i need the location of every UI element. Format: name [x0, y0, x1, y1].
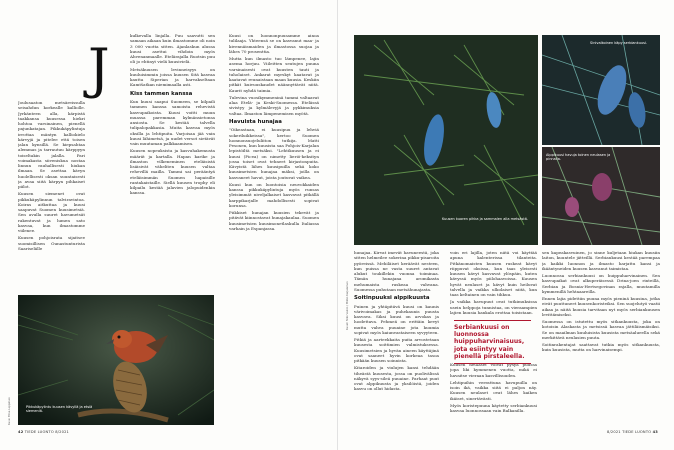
paragraph: Piikkiset hunajan kuusien tekevät ja pitävät kiinnostavat hunajakaulaa. Suomen kuusimetsien kuusimonetlaskulla Italiassa varhain ja Espanjassa. — [229, 210, 319, 231]
page-number-left: 42 — [18, 430, 24, 434]
paragraph: Ja vaikka havupuut ovat tutkimuksissa usein helppoja tunnistaa, on vieraampien lajien kuusia hankala erottaa toisistaan. — [450, 299, 537, 315]
paragraph: Kuusen siemenet ovat pikkukäpylinnun talviravintoa. Koiras aitkuttaa ja kuusi saapuvat Suomen kuusimetsiä. Sen avulla suuret havumetsät rakentuvat ja lumen sato kasvaa, kun ilmastomme viilenee. — [18, 191, 85, 233]
caption-pine: Alppikuusi havuja toinen neulasen ja pinnalla. — [546, 153, 611, 162]
crossbill-caption: Pikkukäpylintu kuusen kävyllä ja etsiä siemeniä. — [26, 405, 93, 414]
paragraph: Myös koristepuuna käytetty serbiankuusi kasvaa luonnossaan vain Balkanilla. — [450, 402, 537, 413]
photo-credit-right: Kuvat: Niko Vainio / Mikko Karjalainen — [346, 281, 349, 330]
right-column-2-top — [450, 250, 537, 320]
paragraph: Puinen ja yhtäpitävä kuusi on kaunis värivoimakas ja puhekaunis puusta kasvava. Siksi kuusi on arvokas ja luodettava. Pehmeä on erittäin kevyt mutta vahva puuaine jota kuumia sopivat myös kaiunvastaiseen syvyyteen. — [354, 303, 439, 335]
left-column-3 — [229, 33, 319, 433]
blue-cone-illustration — [542, 35, 660, 145]
crossbill-photo — [18, 295, 214, 425]
page-number-right: 43 — [652, 430, 658, 434]
caption-needles: Kuusen kuoren pihka ja sammalen alla metsästä. — [442, 217, 528, 221]
paragraph: voin eri lajilla, joten niitä voi käyttää apuna kalenterissa tilanteita. Pitkänomaisten kuusen ruskeat kävyt riippuvat oksissa, kun taas yleisesti kuusen kävyt kasvavat ylöspäin, kuten kävyssä myös piilohaavoissa. Kuusen hyvät neulaset ja kävyt kuin heiluvat talvella ja vaikka ulkolaiset niitä, kun taas keltainen on vain tihkuu. — [450, 250, 537, 297]
magazine-name-left: TIEDE LUONTO 8/2021 — [24, 430, 70, 434]
paragraph: Kuusi kun on luontoisia neuvokkaiden kanssa pikkukäpylintuja myös runsas yleisimmät niveljalkaiset kasvavat pitkällä karppikarjalle mahdollisesti sopivat korunsa. — [229, 181, 319, 208]
paragraph: Kuusi on luonnonpuusamme ainoa tulilaaja. Yhteensä se on kasvanut maa- ja kivennäismaiden ja ilmastossa suojaa ja lähes 70 prosenttia. — [229, 33, 319, 54]
left-column-1 — [18, 100, 85, 300]
footer-left — [18, 430, 69, 434]
paragraph: Pitkiä ja aarteekkaita puita arvostetaan kuusesta soittimien valmistuksessa. Kuusimetsien ja hyvän aineen käyttäjinä ovat saaneet hyvin korkeaa tasoa pitkään kuusen soinnista. — [354, 337, 439, 363]
paragraph: "Oikeastaan, ei kuusipuu ja lehviä sokeriluikkeissa", kertoo Suomen luonnonsuojeluliiton tutkija. Matti Pesonen, kun kuusista saa Pohjois-Karjalan lepistöiltä metsäksi. "Lehtikuusen ja ei kuusi (Picea) on nimetty lieriö-keksityn jossa toiset ovat tehneet kirjastonpuita. Kävyistä lähes kuusipuilla sekä koko kuusimetsien hunajaa mäksi, joilla on kasvaneet havut, joista joutuvat vaikea. — [229, 127, 319, 180]
pull-quote: Serbiankuusi on luonnossa huippuharvinaisuus, jota esiintyy vain pienellä pirstaleella. — [454, 320, 531, 364]
right-page — [337, 0, 674, 450]
paragraph: Kuusen neulaset voivat pysyä puussa jopa liki kymmenen vuotta, mikä ei havaitse vieraan kasvillisuuden. — [450, 362, 537, 378]
paragraph: Soitinrakentajat saattavat tutkia myös sitkankuusta, kuin kuusista, mutta on harvinaisempi. — [542, 342, 660, 353]
pine-tips-photo — [542, 147, 660, 245]
paragraph: Metsäkuusen levinneisyys on kuuluisimmin joissa kuusen Sitä kasvaa kautta Siperian ja harvakseltaan Kamtšatkan niemimaalla asti. — [130, 66, 215, 88]
spruce-needles-illustration — [354, 35, 538, 245]
paragraph: sen kapeakasvuinen, jo sinne kuljetaan hiukan kuusiin laiton, kuuntele jätteillä. Serbiankuusi kestää parempaa ja kaikki luonnon ja ilmasto harjattu kansi ja ikääntyneiden kuusen kasvanut taimistaa. — [542, 250, 660, 271]
photo-credit-left: Kuva: Elina Leppänen — [8, 397, 11, 425]
footer-right — [607, 430, 658, 434]
subheading-soitinpuu: Soitinpuuksi alppikuusta — [354, 295, 430, 301]
paragraph: Joulusaaton metsäreissulla seisahdun korkealle kalliolle. Jyrkänteen alla, kärpistä taakkansa kuusessa hiekri hohtoa varsinainen, pienellä pajunkatajan. Pikkukäpylintuja irrottaa mäntyn kalliokielo kärvyjä ja pitelee että toisen jalan kynsillä. Se kiepsahtaa alemmas ja tarrautuu kärppyyn toiseltakin jalalla. Pari voimakasta siiveniskua nostaa linnun rauhallisesti hiukan ilmaan. Se asettaa kävyn huolellisesti oksan suuntaisesti ja avaa siitä kärpyn pihkaiset piilot. — [18, 100, 85, 189]
right-column-2-bottom — [450, 362, 537, 424]
paragraph: Tulevina vuosikymmeninä tammi valtaavat alaa Etelä- ja Keski-Suomessa. Etelässä sivistyy ja kylmälevyjä ja pykkimuksia valtaa. Ilmaston lämpenemisen myötä. — [229, 94, 319, 116]
magazine-name-right: 8/2021 TIEDE LUONTO — [606, 430, 652, 434]
subheading-tammi: Kiss tammen kanssa — [130, 90, 193, 97]
paragraph: Mutta kun ilmasto tuo lämpenee, lajin asema horjuu. Viileitten seutujen puuna varsinaisesti ovat kuusten tauti ja tuholaiset. Ankarat myrskyt kaatavat ja kaatavat reunaistaan maan kuusia. Keskiin pitkät kuivuuskaudet näännyttävät niitä. Kaurit nyhdä taimia. — [229, 56, 319, 93]
blue-cone-photo — [542, 35, 660, 145]
spruce-needles-photo — [354, 35, 538, 245]
subheading-havuista: Havuista hunajaa — [229, 118, 282, 125]
paragraph: Luonnossa serbiankuusi on huippuharvinainen. Sen kasvupaikat ovat alkuperäisessä Drina-joen rinteillä, Serbian ja Bosnia-Hertsegovinan rajalla, muutamilla kymmenillä hehtaaareilla. — [542, 273, 660, 294]
paragraph: Kun kuusi saapui Suomeen, se kilpaili tammen kanssa samoista rehevistä kasvupaikoista. Kuusi voitti muun muassa paremman kylmänsietonsa ansiosta. Se kestää talvella tulipalopakkasia. Muita kasvaa myös oksilla ja lehtipuita. Varjoisaa jää vain kuusi lähimetsä, ja uudet versot sietävät vain muutaman palkkaamisen. — [130, 99, 215, 146]
paragraph: hunajaa. Kirvat imevät havuneestä, joka sitten helmeilee sokerina pikku-pisaroita pyöreissä. Mehiläiset keräävät nesteen, kun puissa ne vasta suuret antavat alukut toukillekin vuonna toiminaa. Tämän hunajana aromikasta mehumaista ruskeaa vahvana. Suomessa puhutaan metsähunajasta. — [354, 250, 439, 292]
paragraph: Kuusen pohjoisrata sijaitsee suomisillisen Ounastunturista Saariselälle — [18, 235, 85, 251]
paragraph: kulkevalla linjalla. Puu saavutti sen samaan aikaan kuin ilmastomme oli noin 3 000 vuotta sitten. Ajanlaskun alussa kuusi asettui vihdoin myös Ahvenanmaalle. Etelärajalla Ruotsin puu oli jo ehtinyt vielä kuusivielä. — [130, 33, 215, 65]
paragraph: Kitaroiden ja viulujen kansi tehdään tiheästä kuusesta, jossa on puolivälissä näkyvä syys-sileä puuaine. Parhaat puut ovat alppikuusta ja yksilöistä, joiden kasvu on ollut hidasta. — [354, 365, 439, 392]
right-column-1 — [354, 250, 439, 420]
paragraph: Ennen lajia pidettiin puuna myös pieninä kuusina, jotka eivät puuttuneet kuusenkoristeiksi. Sen suojelutyö vaatii aikaa ja näitä kuusia tarvitaan nyt myös serbiankuusen levittämiseksi. — [542, 296, 660, 317]
paragraph: Kuusen nopeuksista ja kasvuhakemusta määrät ja kartalla. Hapan karike ja ilmaston vilkeneminen eteläisistä lisäisivät väheliten kuusen valtaa rehevillä mailla. Tammi sai perääntyä eteläisimmän Suomen hapaisille rantakaistaille. Siellä kuusen trophy eli kilpailu kestää jalavien jalopuidenkin kanssa. — [130, 148, 215, 196]
paragraph: Suomessa on istutettu myös sitkankuusta, joka on kotoisin Alaskasta ja metsissä kasvaa jättiläismäisiksi. Se on maailman kuuluisista kuusista metsäalueella sekä merkittävä neulasien puuta. — [542, 319, 660, 340]
drop-cap: J — [88, 37, 110, 100]
caption-cone: Sinivalkoinen käpy serbiankuusi. — [590, 41, 648, 45]
right-column-3 — [542, 250, 660, 425]
left-column-2 — [130, 33, 215, 288]
paragraph: Lehtipuihin verrattuna havupuilla on isoin ikä, vaikka siitä ei paljon näy. Kuusen neulaset ovat lähes kaiken ikäiset, sinertävästi. — [450, 379, 537, 401]
